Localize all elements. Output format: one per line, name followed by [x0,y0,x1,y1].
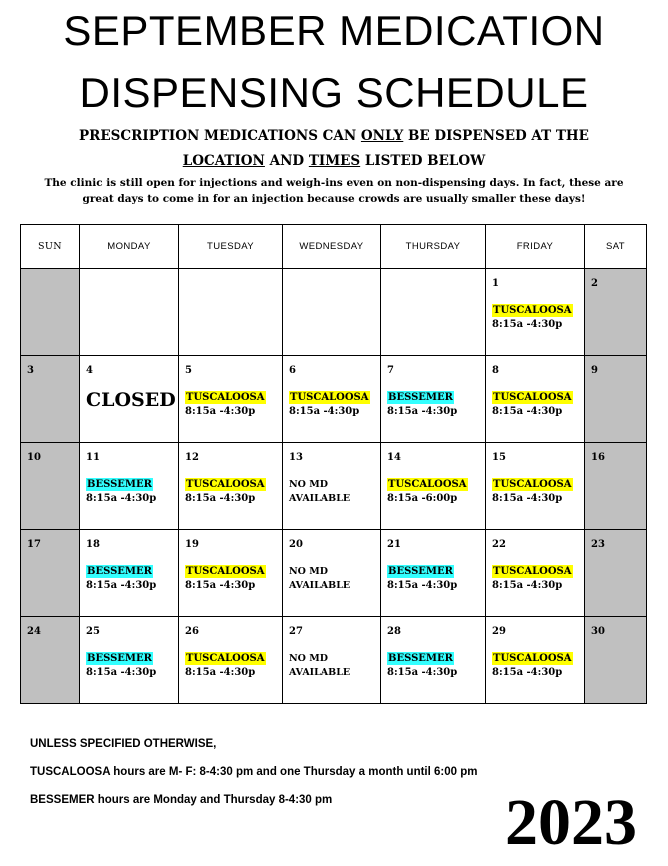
weekday-header-row [21,225,647,269]
no-md-note: NO MD AVAILABLE [289,566,351,591]
calendar-day-cell [283,269,381,356]
day-number: 3 [27,365,34,376]
calendar-week-row [21,617,647,704]
weekday-header: FRIDAY [486,225,585,269]
calendar-day-cell [80,443,179,530]
calendar-day-cell [283,443,381,530]
dispensing-hours: 8:15a -4:30p [492,493,563,504]
weekday-header: MONDAY [80,225,179,269]
dispensing-hours: 8:15a -4:30p [492,667,563,678]
calendar-day-cell [21,530,80,617]
day-number: 7 [387,365,394,376]
day-number: 27 [289,626,303,637]
calendar-day-cell [381,269,486,356]
calendar-day-cell [381,443,486,530]
day-number: 17 [27,539,41,550]
dispensing-hours: 8:15a -4:30p [185,493,256,504]
day-number: 19 [185,539,199,550]
subheading-line-1 [0,127,668,145]
day-number: 11 [86,452,100,463]
dispensing-hours: 8:15a -4:30p [492,319,563,330]
dispensing-hours: 8:15a -4:30p [86,580,157,591]
dispensing-hours: 8:15a -4:30p [289,406,360,417]
no-md-note: NO MD AVAILABLE [289,653,351,678]
day-number: 14 [387,452,401,463]
subheading-only: ONLY [360,128,404,144]
day-number: 20 [289,539,303,550]
calendar-day-cell [585,530,647,617]
calendar-day-cell [21,356,80,443]
location-bessemer: BESSEMER [388,653,453,664]
location-tuscaloosa: TUSCALOOSA [186,479,265,490]
calendar-table [20,224,647,704]
calendar-day-cell [486,530,585,617]
location-tuscaloosa: TUSCALOOSA [290,392,369,403]
dispensing-hours: 8:15a -4:30p [387,667,458,678]
location-bessemer: BESSEMER [87,566,152,577]
year-label: 2023 [505,786,637,859]
day-number: 25 [86,626,100,637]
calendar-day-cell [486,356,585,443]
subheading-times: TIMES [308,153,361,169]
calendar-day-cell [381,356,486,443]
page-title-line-2: DISPENSING SCHEDULE [79,69,589,116]
subheading-text: AND [264,153,309,169]
day-number: 8 [492,365,499,376]
calendar-day-cell [486,617,585,704]
subheading-text: LISTED BELOW [360,153,486,169]
dispensing-hours: 8:15a -6:00p [387,493,458,504]
day-number: 22 [492,539,506,550]
location-tuscaloosa: TUSCALOOSA [388,479,467,490]
location-bessemer: BESSEMER [87,653,152,664]
calendar-day-cell [80,530,179,617]
dispensing-hours: 8:15a -4:30p [492,580,563,591]
day-number: 2 [591,278,598,289]
calendar-week-row [21,530,647,617]
calendar-day-cell [179,530,283,617]
weekday-header: SAT [585,225,647,269]
calendar-day-cell [585,356,647,443]
dispensing-hours: 8:15a -4:30p [185,667,256,678]
weekday-header: SUN [21,225,80,269]
calendar-day-cell [21,269,80,356]
day-number: 10 [27,452,41,463]
calendar-day-cell [80,617,179,704]
calendar-week-row [21,356,647,443]
location-bessemer: BESSEMER [388,566,453,577]
dispensing-hours: 8:15a -4:30p [185,580,256,591]
footer-line-3: BESSEMER hours are Monday and Thursday 8-4:30 pm [30,794,333,806]
day-number: 1 [492,278,499,289]
no-md-note: NO MD AVAILABLE [289,479,351,504]
day-number: 6 [289,365,296,376]
calendar-day-cell [585,443,647,530]
subheading-location: LOCATION [182,153,265,169]
weekday-header: WEDNESDAY [283,225,381,269]
weekday-header: THURSDAY [381,225,486,269]
day-number: 9 [591,365,598,376]
location-tuscaloosa: TUSCALOOSA [493,392,572,403]
day-number: 4 [86,365,93,376]
calendar-day-cell [283,356,381,443]
calendar-day-cell [381,530,486,617]
calendar-day-cell [283,530,381,617]
calendar-day-cell [585,617,647,704]
day-number: 21 [387,539,401,550]
day-number: 29 [492,626,506,637]
day-number: 30 [591,626,605,637]
dispensing-hours: 8:15a -4:30p [387,406,458,417]
calendar-day-cell [80,269,179,356]
dispensing-hours: 8:15a -4:30p [185,406,256,417]
day-number: 26 [185,626,199,637]
calendar-day-cell [21,617,80,704]
clinic-note: The clinic is still open for injections and weigh-ins even on non-dispensing days. In fact, these are great days to come in for an injection because crowds are usually smaller these days! [44,177,624,205]
location-bessemer: BESSEMER [87,479,152,490]
location-tuscaloosa: TUSCALOOSA [493,653,572,664]
calendar-body [21,269,647,704]
calendar-day-cell [179,269,283,356]
location-tuscaloosa: TUSCALOOSA [186,392,265,403]
day-number: 24 [27,626,41,637]
calendar-day-cell [179,356,283,443]
day-number: 28 [387,626,401,637]
calendar-day-cell [486,269,585,356]
dispensing-hours: 8:15a -4:30p [492,406,563,417]
location-tuscaloosa: TUSCALOOSA [493,305,572,316]
calendar-day-cell [21,443,80,530]
dispensing-hours: 8:15a -4:30p [86,667,157,678]
closed-label: CLOSED [86,389,176,411]
dispensing-hours: 8:15a -4:30p [387,580,458,591]
calendar-day-cell [381,617,486,704]
calendar-day-cell [283,617,381,704]
location-tuscaloosa: TUSCALOOSA [493,566,572,577]
subheading-line-2 [0,152,668,170]
subheading-text: PRESCRIPTION MEDICATIONS CAN [79,128,361,144]
day-number: 5 [185,365,192,376]
location-bessemer: BESSEMER [388,392,453,403]
subheading-text: BE DISPENSED AT THE [403,128,589,144]
calendar-day-cell [585,269,647,356]
calendar-day-cell [179,617,283,704]
location-tuscaloosa: TUSCALOOSA [493,479,572,490]
calendar-week-row [21,269,647,356]
day-number: 16 [591,452,605,463]
dispensing-hours: 8:15a -4:30p [86,493,157,504]
day-number: 12 [185,452,199,463]
day-number: 13 [289,452,303,463]
footer-line-2: TUSCALOOSA hours are M- F: 8-4:30 pm and one Thursday a month until 6:00 pm [30,766,478,778]
day-number: 18 [86,539,100,550]
day-number: 15 [492,452,506,463]
calendar-day-cell [486,443,585,530]
day-number: 23 [591,539,605,550]
footer-line-1: UNLESS SPECIFIED OTHERWISE, [30,738,217,750]
calendar-day-cell [80,356,179,443]
calendar-week-row [21,443,647,530]
page-title-line-1: SEPTEMBER MEDICATION [63,7,605,54]
weekday-header: TUESDAY [179,225,283,269]
calendar-day-cell [179,443,283,530]
location-tuscaloosa: TUSCALOOSA [186,653,265,664]
location-tuscaloosa: TUSCALOOSA [186,566,265,577]
